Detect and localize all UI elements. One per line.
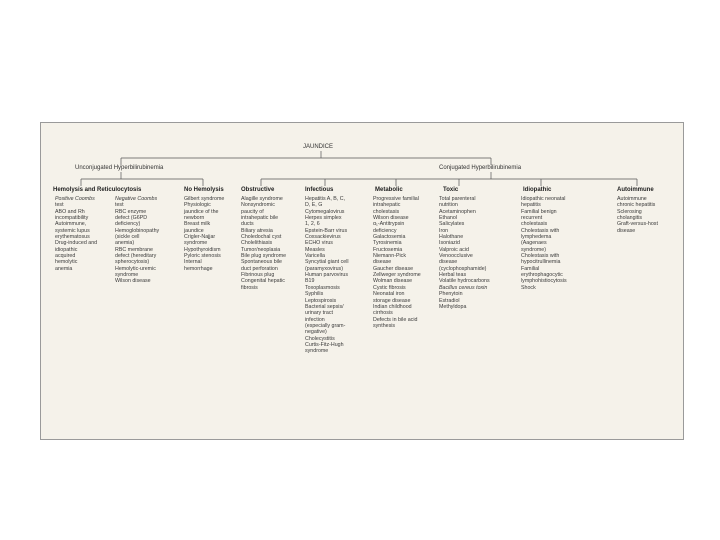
list-item: hepatitis (521, 202, 541, 209)
list-item: hemolytic (55, 259, 78, 266)
list-item: duct perforation (241, 265, 278, 272)
list-item: Wilson disease (373, 215, 409, 222)
list-item: Fructosemia (373, 246, 403, 253)
column-header-infectious: Infectious (305, 187, 334, 193)
list-item: Salicylates (439, 221, 465, 228)
list-item: Zellweger syndrome (373, 272, 421, 279)
list-item: paucity of (241, 208, 264, 215)
list-item: erythrophagocytic (521, 272, 563, 279)
list-item: α₁-Antitrypsin (373, 221, 405, 228)
list-item: storage disease (373, 297, 411, 304)
list-item: deficiency) (115, 221, 141, 228)
list-item: RBC enzyme (115, 208, 147, 215)
list-item: ABO and Rh (55, 208, 85, 215)
list-item: intrahepatic (373, 202, 401, 209)
list-item: Graft-versus-host (617, 221, 658, 228)
column-header-metabolic: Metabolic (375, 187, 403, 193)
column-header-autoimmune: Autoimmune (617, 187, 654, 193)
list-item: (paramyxovirus) (305, 265, 343, 272)
list-item: Pyloric stenosis (184, 253, 221, 260)
list-item: Toxoplasmosis (305, 284, 340, 291)
list-item: D, E, G (305, 202, 323, 209)
list-item: nutrition (439, 202, 458, 209)
list-item: syndrome (115, 272, 139, 279)
list-item: Herpes simplex (305, 215, 342, 222)
list-item: recurrent (521, 215, 543, 222)
list-item: newborn (184, 215, 205, 222)
list-item: Valproic acid (439, 246, 469, 253)
list-item: RBC membrane (115, 246, 153, 253)
list-item: defect (G6PD (115, 215, 148, 222)
list-item: anemia (55, 265, 73, 272)
list-item: ducts (241, 221, 254, 228)
list-item: Hypothyroidism (184, 246, 221, 253)
list-item: Biliary atresia (241, 227, 273, 234)
list-item: Ethanol (439, 215, 457, 222)
list-item: Venoocclusive (439, 253, 473, 260)
column-idiopathic (521, 196, 567, 291)
list-item: Herbal teas (439, 272, 467, 279)
list-item: Gilbert syndrome (184, 196, 225, 202)
list-item: Varicella (305, 253, 325, 260)
list-item: Hemolytic-uremic (115, 265, 156, 272)
conjugated-node: Conjugated Hyperbilirubinemia (439, 165, 522, 171)
list-item: (cyclophosphamide) (439, 265, 487, 272)
list-item: Galactosemia (373, 234, 406, 241)
list-item: Physiologic (184, 202, 211, 209)
list-item: Halothane (439, 234, 464, 241)
list-item: Isoniazid (439, 240, 460, 247)
list-item: hypocitrullinemia (521, 259, 561, 266)
column-autoimmune (617, 196, 658, 234)
list-item: Cholestasis with (521, 253, 560, 260)
list-item: Autoimmune, (55, 221, 87, 228)
column-header-obstructive: Obstructive (241, 187, 275, 193)
list-item: B19 (305, 278, 315, 285)
list-item: Syncytial giant cell (305, 259, 349, 266)
list-item: Bile plug syndrome (241, 253, 287, 260)
list-item: hemorrhage (184, 265, 213, 272)
list-item: Cytomegalovirus (305, 208, 345, 215)
list-item: Cholelithiasis (241, 240, 273, 247)
column-header-toxic: Toxic (443, 187, 459, 193)
list-item: Breast milk (184, 221, 211, 228)
list-item: spherocytosis) (115, 259, 150, 266)
list-item: Sclerosing (617, 208, 642, 215)
list-item: syndrome) (521, 246, 547, 253)
list-item: cholangitis (617, 215, 643, 222)
list-item: Human parvovirus (305, 272, 348, 279)
list-item: Internal (184, 259, 202, 266)
list-item: Choledochal cyst (241, 234, 282, 241)
list-item: (especially gram- (305, 322, 346, 329)
list-item: cirrhosis (373, 310, 393, 317)
list-item: Total parenteral (439, 196, 476, 202)
list-item: incompatibility (55, 215, 89, 222)
column-header-idiopathic: Idiopathic (523, 187, 552, 193)
list-item: 1, 2, 6 (305, 221, 320, 228)
list-item: Nonsyndromic (241, 202, 275, 209)
list-item: Spontaneous bile (241, 259, 282, 266)
list-item: Autoimmune (617, 196, 647, 202)
list-item: synthesis (373, 322, 396, 329)
list-item: Shock (521, 284, 536, 291)
list-item: Negative Coombs (115, 196, 158, 202)
list-item: Progressive familial (373, 196, 419, 202)
list-item: (Aagenaes (521, 240, 547, 247)
list-item: Syphilis (305, 291, 324, 298)
list-item: Alagille syndrome (241, 196, 283, 202)
list-item: acquired (55, 253, 76, 260)
column-hemolysis-negative-coombs (115, 196, 159, 285)
list-item: Bacterial sepsis/ (305, 303, 344, 310)
list-item: Familial (521, 265, 540, 272)
list-item: Cholecystitis (305, 335, 335, 342)
column-infectious (305, 196, 349, 355)
list-item: syndrome (184, 240, 208, 247)
list-item: Hemoglobinopathy (115, 227, 160, 234)
list-item: Bacillus cereus toxin (439, 284, 488, 291)
list-item: disease (373, 259, 392, 266)
unconjugated-node: Unconjugated Hyperbilirubinemia (75, 165, 164, 171)
list-item: Leptospirosis (305, 297, 337, 304)
list-item: intrahepatic bile (241, 215, 279, 222)
list-item: Congenital hepatic (241, 278, 285, 285)
list-item: cholestasis (373, 208, 400, 215)
list-item: Cystic fibrosis (373, 284, 406, 291)
list-item: (sickle cell (115, 234, 140, 241)
list-item: negative) (305, 329, 327, 336)
list-item: test (55, 202, 64, 209)
list-item: Acetaminophen (439, 208, 476, 215)
list-item: ECHO virus (305, 240, 333, 247)
list-item: Volatile hydrocarbons (439, 278, 490, 285)
list-item: Measles (305, 246, 325, 253)
list-item: lymphohistiocytosis (521, 278, 567, 285)
list-item: Methyldopa (439, 303, 467, 310)
list-item: erythematosus (55, 234, 90, 241)
list-item: cholestasis (521, 221, 548, 228)
list-item: syndrome (305, 348, 329, 355)
list-item: Cholestasis with (521, 227, 560, 234)
list-item: Epstein-Barr virus (305, 227, 348, 234)
list-item: Wilson disease (115, 278, 151, 285)
list-item: Defects in bile acid (373, 316, 418, 323)
list-item: jaundice (184, 227, 204, 234)
list-item: lymphedema (521, 234, 552, 241)
column-hemolysis-positive-coombs (55, 196, 97, 272)
list-item: disease (617, 227, 636, 234)
list-item: idiopathic (55, 246, 78, 253)
list-item: Estradiol (439, 297, 460, 304)
list-item: jaundice of the (184, 208, 219, 215)
list-item: Neonatal iron (373, 291, 405, 298)
column-header-hemolysis: Hemolysis and Reticulocytosis (53, 187, 142, 193)
column-toxic (439, 196, 490, 310)
list-item: chronic hepatitis (617, 202, 656, 209)
root-node-jaundice: JAUNDICE (303, 144, 334, 150)
jaundice-flowchart (40, 122, 684, 440)
list-item: Gaucher disease (373, 265, 414, 272)
column-no-hemolysis (184, 196, 224, 272)
list-item: Niemann-Pick (373, 253, 406, 260)
list-item: Positive Coombs (55, 196, 95, 202)
list-item: Curtis-Fitz-Hugh (305, 341, 344, 348)
list-item: Phenytoin (439, 291, 463, 298)
list-item: Indian childhood (373, 303, 412, 310)
list-item: Wolman disease (373, 278, 413, 285)
list-item: test (115, 202, 124, 209)
column-metabolic (373, 196, 421, 329)
list-item: deficiency (373, 227, 397, 234)
list-item: Tyrosinemia (373, 240, 402, 247)
list-item: infection (305, 316, 325, 323)
list-item: Crigler-Najjar (184, 234, 216, 241)
list-item: Fibrinous plug (241, 272, 275, 279)
list-item: Hepatitis A, B, C, (305, 196, 346, 202)
column-obstructive (241, 196, 286, 291)
list-item: Familial benign (521, 208, 557, 215)
list-item: Iron (439, 227, 449, 234)
list-item: defect (hereditary (115, 253, 157, 260)
list-item: urinary tract (305, 310, 333, 317)
list-item: Tumor/neoplasia (241, 246, 281, 253)
list-item: Drug-induced and (55, 240, 98, 247)
list-item: systemic lupus (55, 227, 90, 234)
list-item: Idiopathic neonatal (521, 196, 566, 202)
list-item: fibrosis (241, 284, 258, 291)
list-item: anemia) (115, 240, 135, 247)
list-item: Coxsackievirus (305, 234, 341, 241)
column-header-no-hemolysis: No Hemolysis (184, 187, 224, 193)
list-item: disease (439, 259, 458, 266)
